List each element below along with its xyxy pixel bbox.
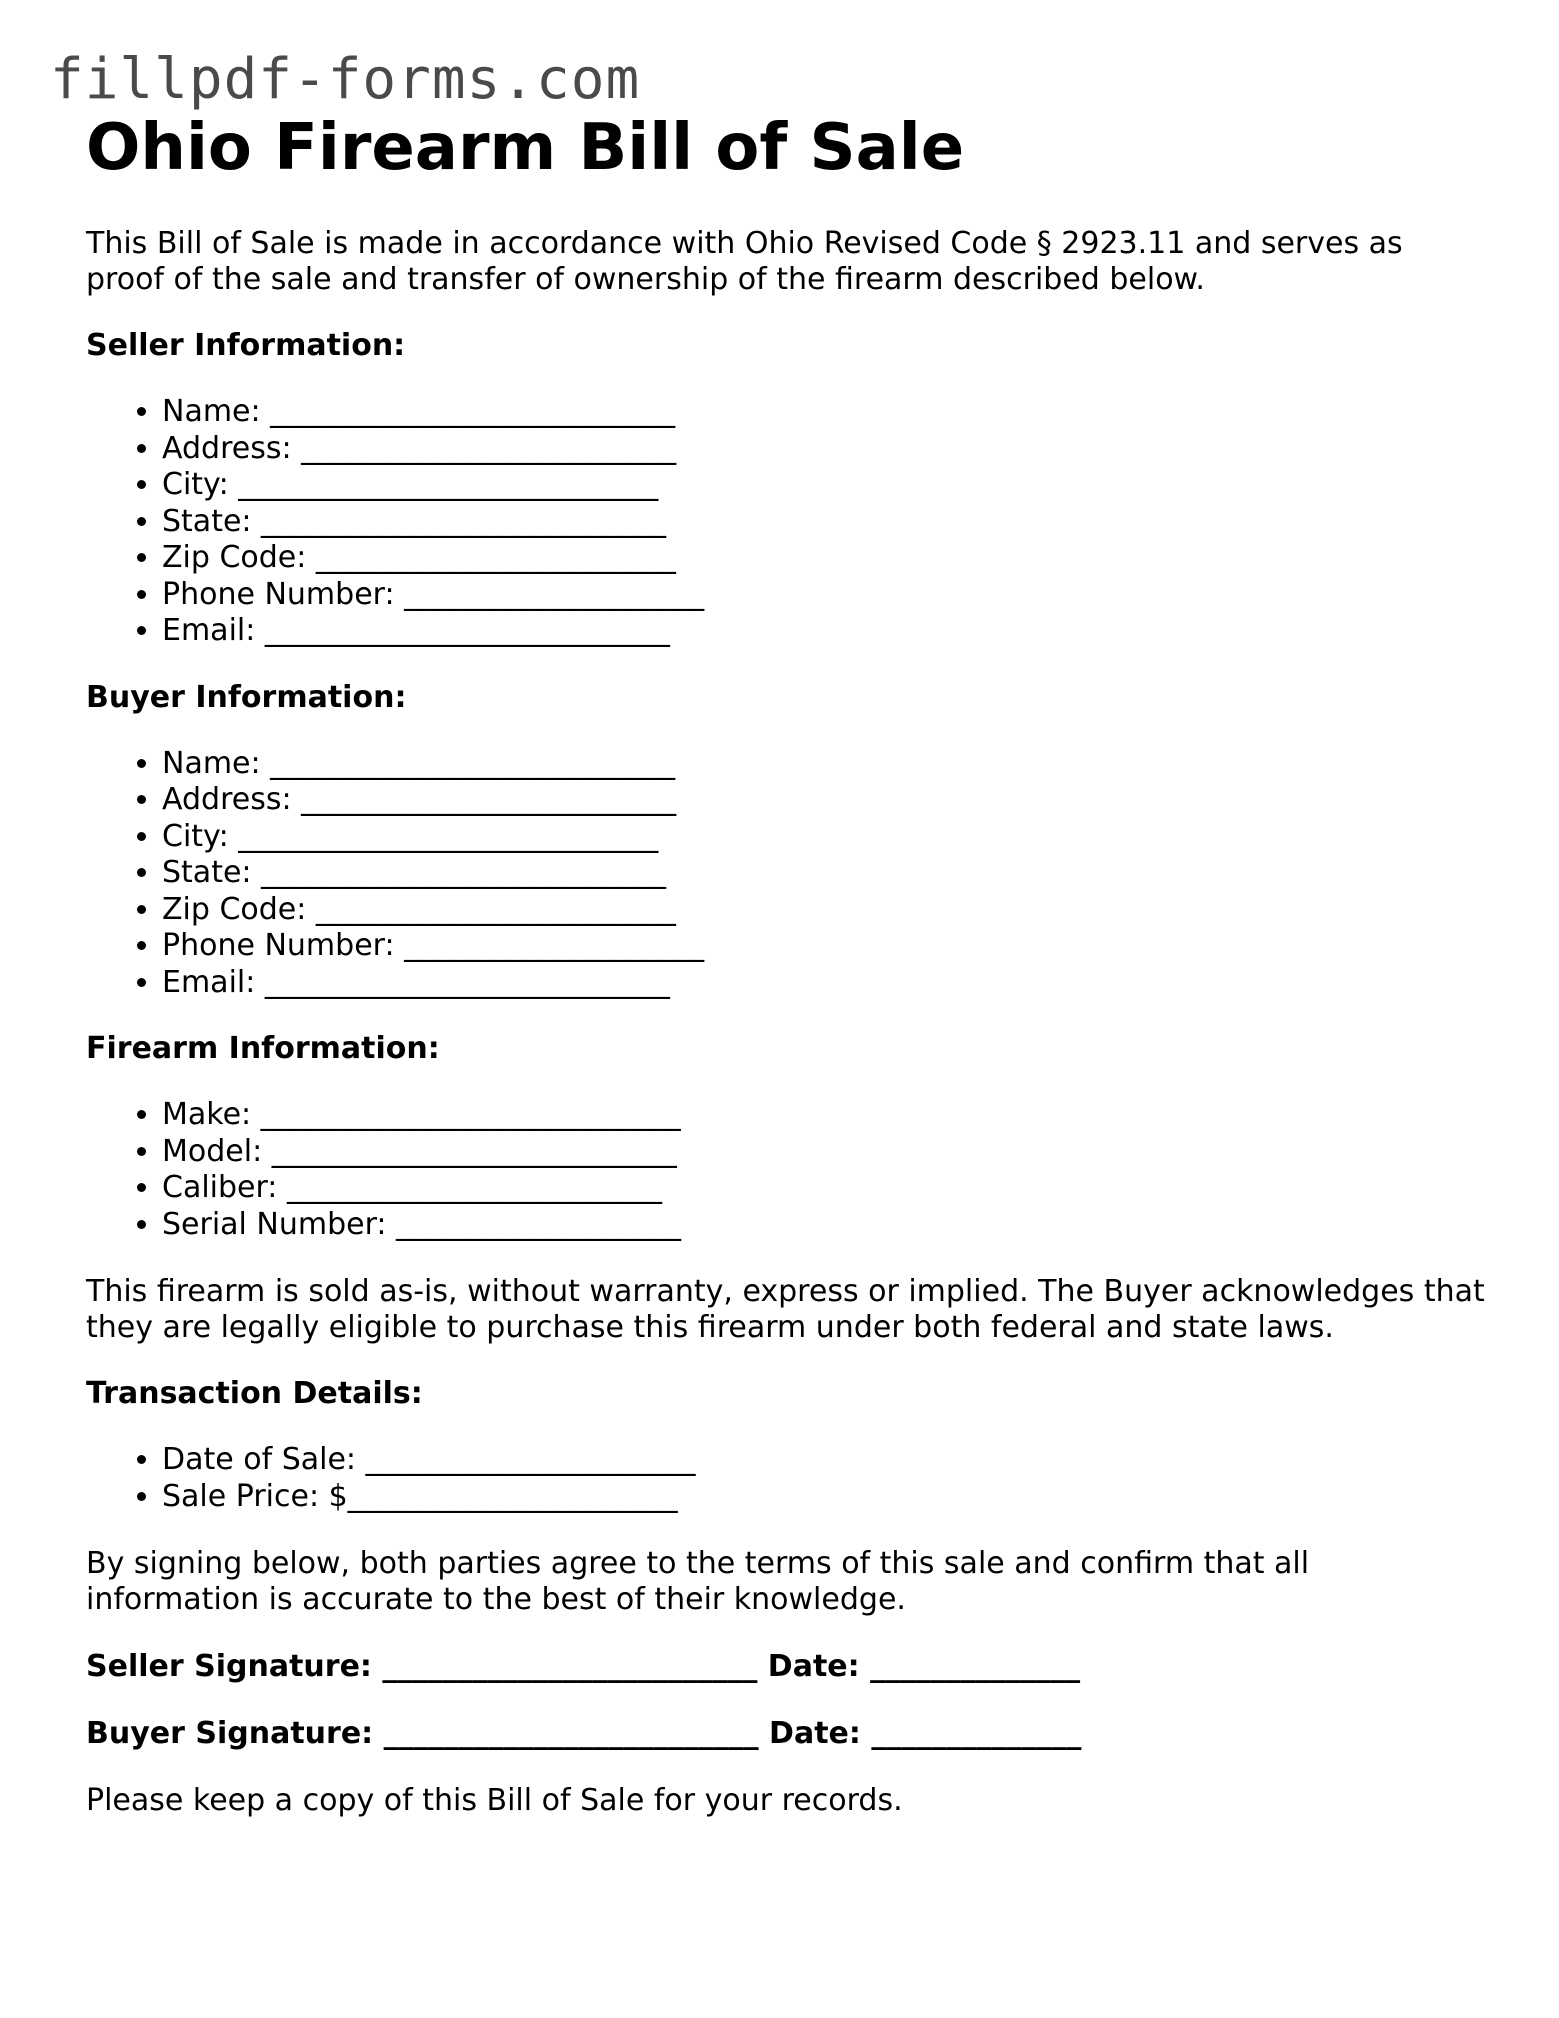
buyer-phone-field: • Phone Number: ____________________ (162, 928, 1486, 965)
seller-city-field: • City: ____________________________ (162, 467, 1486, 504)
buyer-zip-field: • Zip Code: ________________________ (162, 892, 1486, 929)
buyer-address-field: • Address: _________________________ (162, 782, 1486, 819)
buyer-email-field: • Email: ___________________________ (162, 965, 1486, 1002)
transaction-heading: Transaction Details: (86, 1376, 423, 1411)
as-is-paragraph: This firearm is sold as-is, without warranty, express or implied. The Buyer acknowledges that they are legally eligible to purchase this firearm under both federal and state laws. (86, 1274, 1485, 1345)
buyer-name-field: • Name: ___________________________ (162, 746, 1486, 783)
buyer-heading: Buyer Information: (86, 679, 407, 715)
seller-phone-field: • Phone Number: ____________________ (162, 577, 1486, 614)
buyer-state-field: • State: ___________________________ (162, 855, 1486, 892)
firearm-fields-list (86, 1097, 1486, 1243)
buyer-signature-line: Buyer Signature: _________________________ Date: ______________ (86, 1716, 1082, 1751)
document-body (86, 108, 1486, 1819)
page-title: Ohio Firearm Bill of Sale (86, 111, 965, 185)
seller-zip-field: • Zip Code: ________________________ (162, 540, 1486, 577)
firearm-heading: Firearm Information: (86, 1031, 440, 1066)
seller-name-field: • Name: ___________________________ (162, 394, 1486, 431)
watermark-text: fillpdf-forms.com (50, 47, 641, 112)
seller-address-field: • Address: _________________________ (162, 431, 1486, 468)
seller-email-field: • Email: ___________________________ (162, 613, 1486, 650)
agreement-paragraph: By signing below, both parties agree to the terms of this sale and confirm that all information is accurate to the best of their knowledge. (86, 1546, 1310, 1617)
seller-state-field: • State: ___________________________ (162, 504, 1486, 541)
transaction-fields-list (86, 1442, 1486, 1515)
firearm-serial-field: • Serial Number: ___________________ (162, 1207, 1486, 1244)
firearm-make-field: • Make: ____________________________ (162, 1097, 1486, 1134)
seller-fields-list (86, 394, 1486, 650)
seller-heading: Seller Information: (86, 328, 406, 363)
firearm-model-field: • Model: ___________________________ (162, 1134, 1486, 1171)
sale-price-field: • Sale Price: $______________________ (162, 1479, 1486, 1516)
intro-paragraph: This Bill of Sale is made in accordance with Ohio Revised Code § 2923.11 and serves as proof of the sale and transfer of ownership of the firearm described below. (86, 226, 1403, 297)
seller-signature-line: Seller Signature: _________________________ Date: ______________ (86, 1649, 1081, 1684)
buyer-fields-list (86, 746, 1486, 1002)
closing-note: Please keep a copy of this Bill of Sale for your records. (86, 1783, 903, 1818)
buyer-city-field: • City: ____________________________ (162, 819, 1486, 856)
date-of-sale-field: • Date of Sale: ______________________ (162, 1442, 1486, 1479)
firearm-caliber-field: • Caliber: _________________________ (162, 1170, 1486, 1207)
